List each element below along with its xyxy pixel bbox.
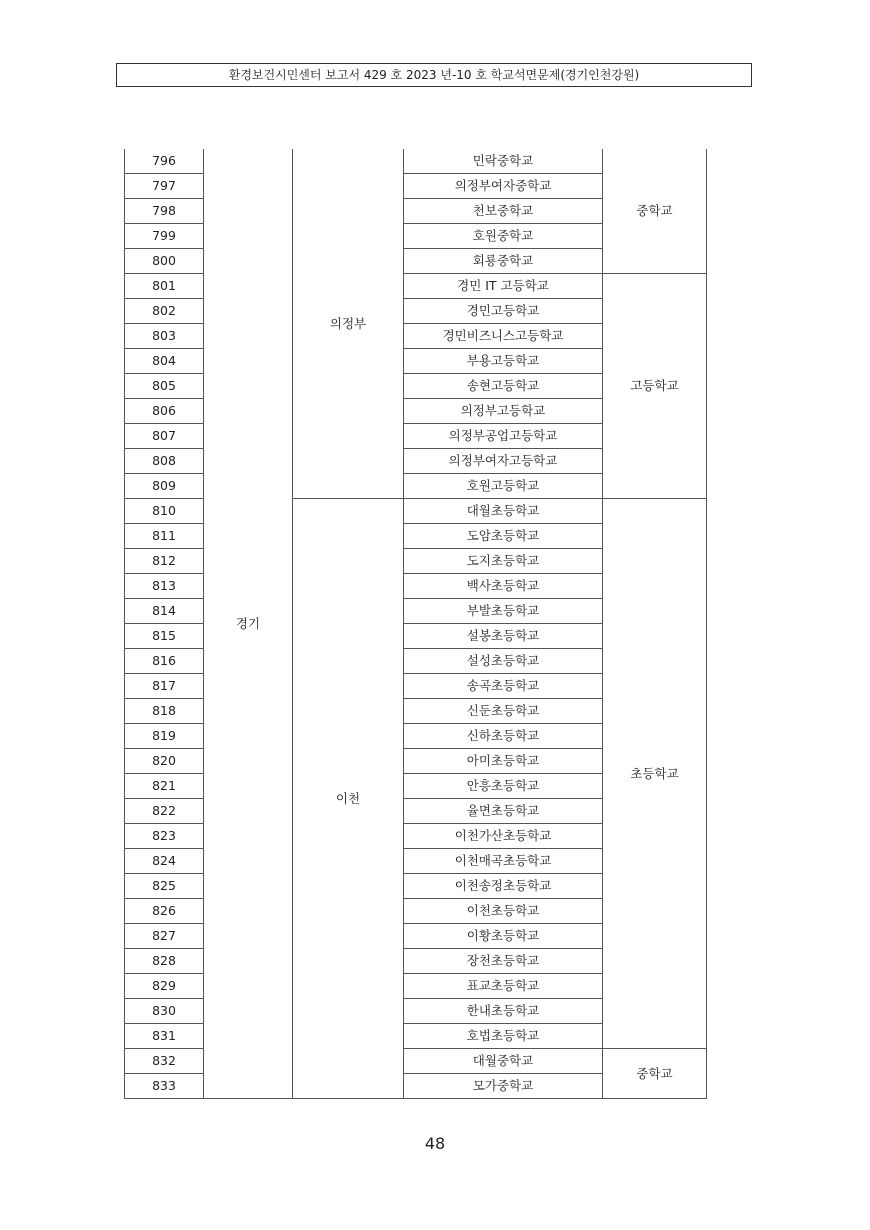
school-name-cell: 의정부여자고등학교 [404,449,603,474]
school-name-cell: 표교초등학교 [404,974,603,999]
row-number-cell: 820 [125,749,204,774]
row-number-cell: 808 [125,449,204,474]
school-name-cell: 송곡초등학교 [404,674,603,699]
school-name-cell: 이천가산초등학교 [404,824,603,849]
school-name-cell: 신하초등학교 [404,724,603,749]
school-name-cell: 경민 IT 고등학교 [404,274,603,299]
school-name-cell: 호법초등학교 [404,1024,603,1049]
row-number-cell: 797 [125,174,204,199]
row-number-cell: 801 [125,274,204,299]
school-name-cell: 아미초등학교 [404,749,603,774]
row-number-cell: 824 [125,849,204,874]
school-name-cell: 대월초등학교 [404,499,603,524]
row-number-cell: 833 [125,1074,204,1099]
row-number-cell: 810 [125,499,204,524]
school-level-cell: 고등학교 [603,274,707,499]
school-name-cell: 의정부여자중학교 [404,174,603,199]
row-number-cell: 816 [125,649,204,674]
row-number-cell: 798 [125,199,204,224]
row-number-cell: 830 [125,999,204,1024]
row-number-cell: 813 [125,574,204,599]
row-number-cell: 821 [125,774,204,799]
school-name-cell: 설성초등학교 [404,649,603,674]
row-number-cell: 800 [125,249,204,274]
school-name-cell: 모가중학교 [404,1074,603,1099]
school-name-cell: 이천초등학교 [404,899,603,924]
row-number-cell: 818 [125,699,204,724]
school-level-cell: 중학교 [603,149,707,274]
row-number-cell: 814 [125,599,204,624]
school-name-cell: 경민비즈니스고등학교 [404,324,603,349]
school-name-cell: 율면초등학교 [404,799,603,824]
school-table-body [125,149,707,1099]
school-name-cell: 송현고등학교 [404,374,603,399]
row-number-cell: 815 [125,624,204,649]
row-number-cell: 828 [125,949,204,974]
row-number-cell: 831 [125,1024,204,1049]
school-name-cell: 회룡중학교 [404,249,603,274]
row-number-cell: 806 [125,399,204,424]
school-name-cell: 민락중학교 [404,149,603,174]
row-number-cell: 827 [125,924,204,949]
school-name-cell: 대월중학교 [404,1049,603,1074]
school-name-cell: 의정부고등학교 [404,399,603,424]
school-name-cell: 이천송정초등학교 [404,874,603,899]
city-cell: 이천 [293,499,404,1099]
row-number-cell: 796 [125,149,204,174]
school-name-cell: 도암초등학교 [404,524,603,549]
row-number-cell: 804 [125,349,204,374]
school-name-cell: 도지초등학교 [404,549,603,574]
row-number-cell: 802 [125,299,204,324]
school-name-cell: 설봉초등학교 [404,624,603,649]
page-number: 48 [424,1134,446,1153]
school-name-cell: 이황초등학교 [404,924,603,949]
school-name-cell: 호원고등학교 [404,474,603,499]
row-number-cell: 803 [125,324,204,349]
region-cell: 경기 [204,149,293,1099]
row-number-cell: 809 [125,474,204,499]
school-name-cell: 안흥초등학교 [404,774,603,799]
school-name-cell: 의정부공업고등학교 [404,424,603,449]
row-number-cell: 826 [125,899,204,924]
row-number-cell: 805 [125,374,204,399]
row-number-cell: 832 [125,1049,204,1074]
school-name-cell: 천보중학교 [404,199,603,224]
school-table [124,149,707,1099]
school-name-cell: 부발초등학교 [404,599,603,624]
school-name-cell: 장천초등학교 [404,949,603,974]
row-number-cell: 817 [125,674,204,699]
report-header: 환경보건시민센터 보고서 429 호 2023 년-10 호 학교석면문제(경기인천강원) [116,63,752,87]
city-cell: 의정부 [293,149,404,499]
row-number-cell: 823 [125,824,204,849]
table-row [125,149,707,174]
school-name-cell: 한내초등학교 [404,999,603,1024]
row-number-cell: 799 [125,224,204,249]
school-name-cell: 신둔초등학교 [404,699,603,724]
school-name-cell: 부용고등학교 [404,349,603,374]
row-number-cell: 812 [125,549,204,574]
row-number-cell: 807 [125,424,204,449]
school-name-cell: 백사초등학교 [404,574,603,599]
row-number-cell: 829 [125,974,204,999]
school-name-cell: 이천매곡초등학교 [404,849,603,874]
school-level-cell: 초등학교 [603,499,707,1049]
row-number-cell: 822 [125,799,204,824]
row-number-cell: 811 [125,524,204,549]
school-name-cell: 경민고등학교 [404,299,603,324]
school-name-cell: 호원중학교 [404,224,603,249]
row-number-cell: 825 [125,874,204,899]
school-level-cell: 중학교 [603,1049,707,1099]
row-number-cell: 819 [125,724,204,749]
